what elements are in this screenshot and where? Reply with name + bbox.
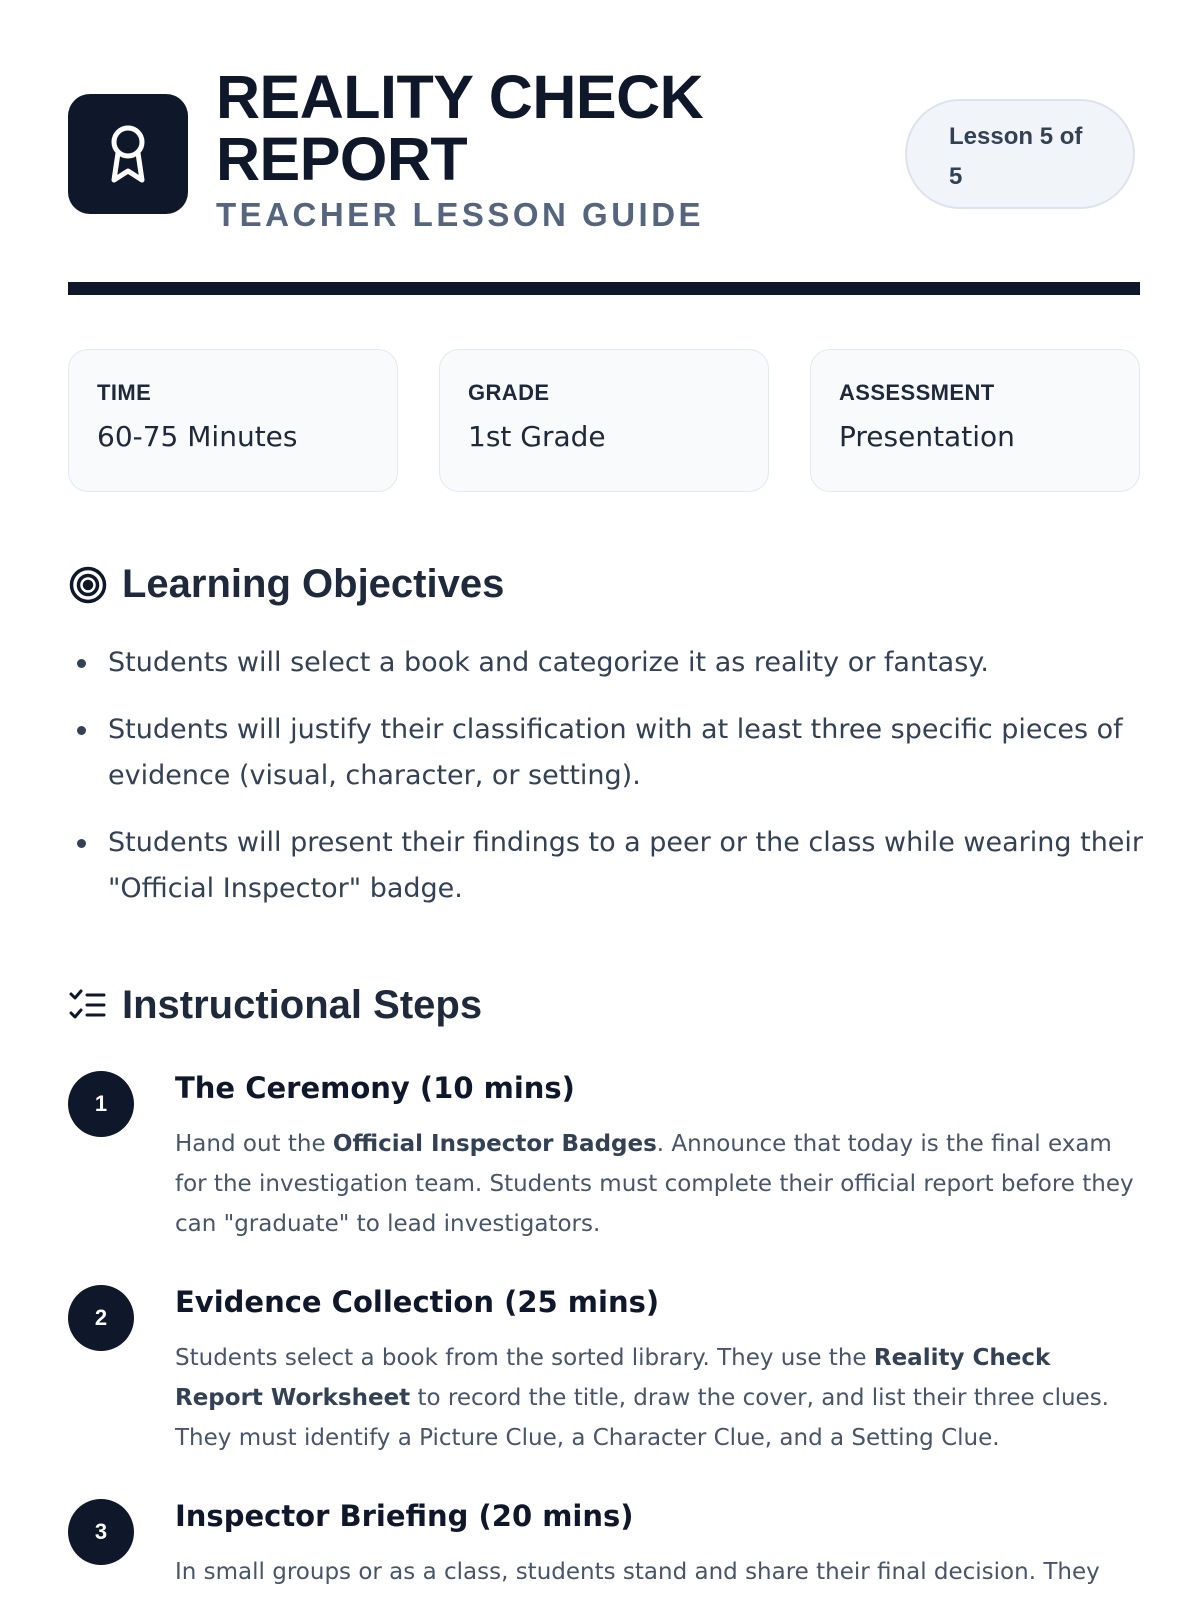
step-description	[175, 1124, 1135, 1244]
info-card-time	[68, 349, 398, 492]
info-card-assessment	[810, 349, 1140, 492]
objectives-header	[68, 562, 504, 607]
list-item	[68, 820, 1148, 912]
award-ribbon-icon	[68, 94, 188, 214]
info-card-value: Presentation	[839, 420, 1015, 453]
step-title: The Ceremony (10 mins)	[175, 1071, 575, 1105]
steps-title: Instructional Steps	[122, 983, 483, 1027]
title-line-2: REPORT	[216, 125, 468, 193]
step-number-badge: 1	[68, 1071, 134, 1137]
objective-text: Students will present their findings to a peer or the class while wearing their "Official Inspector" badge.	[108, 827, 1144, 904]
step-desc-text: Hand out the	[175, 1131, 333, 1157]
step-title: Inspector Briefing (20 mins)	[175, 1499, 634, 1533]
lesson-badge-line-1: Lesson 5 of	[949, 123, 1083, 150]
step-title: Evidence Collection (25 mins)	[175, 1285, 660, 1319]
step-desc-text: Students select a book from the sorted library. They use the	[175, 1345, 874, 1371]
steps-header	[68, 983, 482, 1028]
checklist-icon	[68, 986, 108, 1026]
page-title	[216, 63, 704, 193]
step-description	[175, 1552, 1135, 1592]
title-line-1: REALITY CHECK	[216, 63, 704, 131]
lesson-badge-line-2: 5	[949, 163, 963, 190]
list-item	[68, 640, 1148, 686]
list-item	[68, 707, 1148, 799]
page-subtitle: TEACHER LESSON GUIDE	[216, 196, 705, 233]
target-icon	[68, 565, 108, 605]
step-desc-text: In small groups or as a class, students stand and share their final decision. They	[175, 1559, 1100, 1585]
objectives-title: Learning Objectives	[122, 562, 505, 606]
step-desc-bold: Reality Check Report Worksheet	[175, 1345, 1051, 1411]
step-desc-text: to record the title, draw the cover, and list their three clues. They must identify a Picture Clue, a Character Clue, and a Setting Clue.	[175, 1385, 1109, 1451]
step-desc-text: . Announce that today is the final exam for the investigation team. Students must complete their official report before they can "graduate" to lead investigators.	[175, 1131, 1134, 1237]
step-description	[175, 1338, 1135, 1458]
objectives-list	[68, 640, 1148, 933]
info-card-label: GRADE	[468, 380, 550, 405]
lesson-progress-badge	[905, 99, 1135, 209]
step-number-badge: 2	[68, 1285, 134, 1351]
header-divider	[68, 282, 1140, 295]
info-card-label: TIME	[97, 380, 152, 405]
objective-text: Students will justify their classification with at least three specific pieces of evidence (visual, character, or setting).	[108, 714, 1123, 791]
objective-text: Students will select a book and categorize it as reality or fantasy.	[108, 647, 989, 678]
step-number-badge: 3	[68, 1499, 134, 1565]
info-card-value: 1st Grade	[468, 420, 606, 453]
info-card-grade	[439, 349, 769, 492]
info-card-value: 60-75 Minutes	[97, 420, 298, 453]
step-desc-bold: Official Inspector Badges	[332, 1131, 657, 1157]
info-card-label: ASSESSMENT	[839, 380, 995, 405]
